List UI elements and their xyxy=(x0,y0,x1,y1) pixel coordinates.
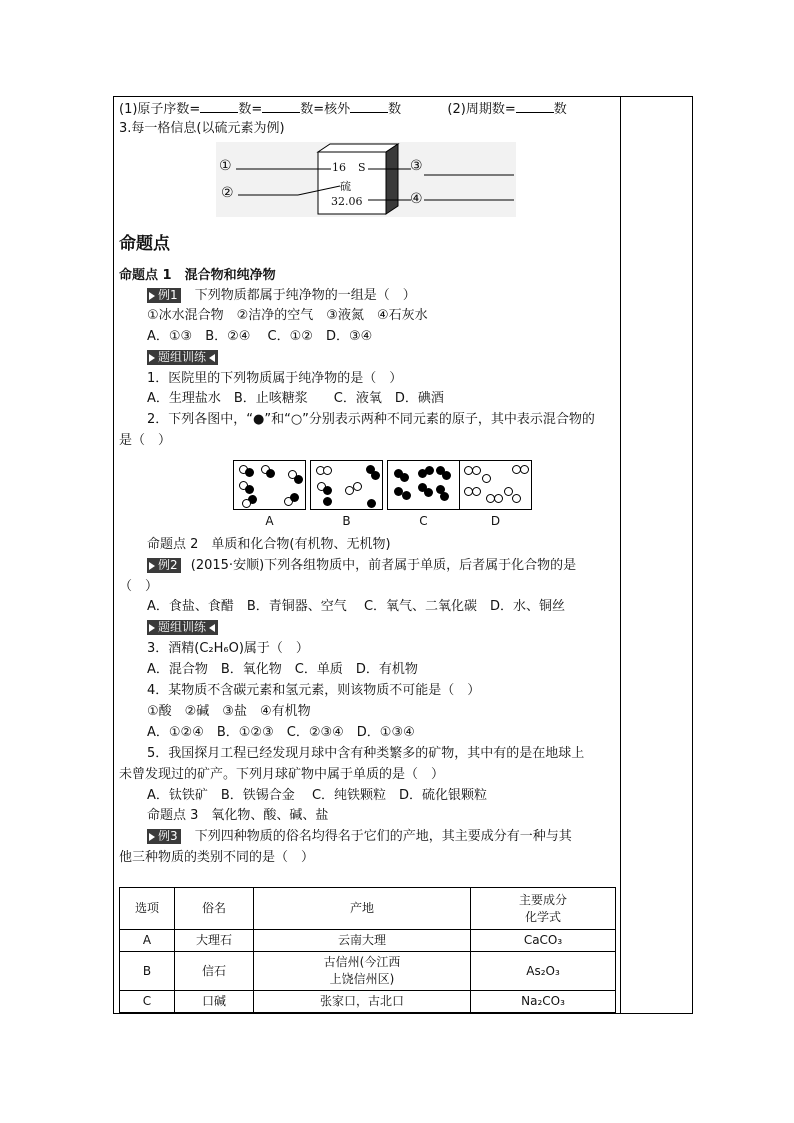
badge-label: 例2 xyxy=(158,558,178,572)
example1-text: 下列物质都属于纯净物的一组是（ ） xyxy=(194,288,416,303)
marker-2: ② xyxy=(221,185,234,201)
training2-line xyxy=(147,619,218,637)
text-period-number: (2)周期数= xyxy=(447,102,516,117)
header-formula: 主要成分 化学式 xyxy=(471,888,616,930)
example2-options: A．食盐、食醋 B．青铜器、空气 C．氧气、二氧化碳 D．水、铜丝 xyxy=(147,599,566,614)
cell-option: C xyxy=(120,991,175,1013)
question-4: 4．某物质不含碳元素和氢元素，则该物质不可能是（ ） xyxy=(147,683,481,698)
page-frame xyxy=(113,96,693,1014)
text-atomic-number: (1)原子序数= xyxy=(119,102,201,117)
badge-label: 例1 xyxy=(158,288,178,302)
fill-blank[interactable] xyxy=(200,100,238,113)
question-1: 1．医院里的下列物质属于纯净物的是（ ） xyxy=(147,371,403,386)
question-3: 3．酒精(C₂H₆O)属于（ ） xyxy=(147,641,309,656)
element-number: 16 xyxy=(332,161,346,174)
question-2-line1: 2．下列各图中，“●”和“○”分别表示两种不同元素的原子，其中表示混合物的 xyxy=(147,412,595,427)
triangle-icon xyxy=(149,354,155,362)
example3-line xyxy=(147,828,572,846)
box-label-b: B xyxy=(342,514,351,528)
cell-name: 信石 xyxy=(175,952,254,991)
product-origin-table xyxy=(119,887,616,1013)
example2-line2: （ ） xyxy=(119,579,159,594)
cell-origin: 云南大理 xyxy=(254,930,471,952)
triangle-left-icon xyxy=(209,624,215,632)
example2-badge xyxy=(147,558,181,573)
molecule-box-c xyxy=(387,460,460,510)
element-card-diagram xyxy=(216,142,516,217)
fill-blank[interactable] xyxy=(350,100,388,113)
text: 数 xyxy=(388,102,402,117)
example3-text: 下列四种物质的俗名均得名于它们的产地，其主要成分有一种与其 xyxy=(194,829,572,844)
cell-origin: 古信州(今江西 上饶信州区) xyxy=(254,952,471,991)
marker-4: ④ xyxy=(410,191,423,207)
point3-title: 命题点 3 氧化物、酸、碱、盐 xyxy=(147,808,329,823)
badge-label: 题组训练 xyxy=(158,350,207,364)
badge-label: 题组训练 xyxy=(158,620,207,634)
element-mass: 32.06 xyxy=(331,195,363,208)
training1-line xyxy=(147,349,218,367)
point2-title: 命题点 2 单质和化合物(有机物、无机物) xyxy=(147,537,391,552)
point1-title: 命题点 1 混合物和纯净物 xyxy=(119,268,276,283)
marker-1: ① xyxy=(219,158,232,174)
element-symbol: S xyxy=(358,161,366,174)
table-header-row xyxy=(120,888,616,930)
text: 数= xyxy=(238,102,263,117)
cell-option: A xyxy=(120,930,175,952)
example1-line xyxy=(147,287,416,305)
question-5-options: A．钛铁矿 B．铁锡合金 C．纯铁颗粒 D．硫化银颗粒 xyxy=(147,788,488,803)
question-2-line2: 是（ ） xyxy=(119,433,172,448)
question-5-line1: 5．我国探月工程已经发现月球中含有种类繁多的矿物，其中有的是在地球上 xyxy=(147,746,585,761)
training-badge xyxy=(147,620,218,635)
badge-label: 例3 xyxy=(158,829,178,843)
cell-formula: CaCO₃ xyxy=(471,930,616,952)
example1-items: ①冰水混合物 ②洁净的空气 ③液氮 ④石灰水 xyxy=(147,308,428,323)
triangle-icon xyxy=(149,833,155,841)
section-title: 命题点 xyxy=(119,234,170,254)
question-3-options: A．混合物 B．氧化物 C．单质 D．有机物 xyxy=(147,662,418,677)
header-common-name: 俗名 xyxy=(175,888,254,930)
triangle-icon xyxy=(149,562,155,570)
training-badge xyxy=(147,350,218,365)
cell-formula: As₂O₃ xyxy=(471,952,616,991)
column-divider xyxy=(620,97,621,1013)
question-5-line2: 未曾发现过的矿产。下列月球矿物中属于单质的是（ ） xyxy=(119,767,445,782)
box-label-c: C xyxy=(419,514,428,528)
element-info-caption: 3.每一格信息(以硫元素为例) xyxy=(119,121,285,136)
triangle-icon xyxy=(149,292,155,300)
table-row xyxy=(120,930,616,952)
example2-text: (2015·安顺)下列各组物质中，前者属于单质，后者属于化合物的是 xyxy=(190,558,577,573)
header-origin: 产地 xyxy=(254,888,471,930)
example3-badge xyxy=(147,829,181,844)
table-row xyxy=(120,952,616,991)
box-label-d: D xyxy=(490,514,501,528)
marker-3: ③ xyxy=(410,158,423,174)
molecule-box-b xyxy=(310,460,383,510)
cell-name: 口碱 xyxy=(175,991,254,1013)
header-option: 选项 xyxy=(120,888,175,930)
example1-options: A．①③ B．②④ C．①② D．③④ xyxy=(147,329,373,344)
example2-line xyxy=(147,557,576,575)
triangle-left-icon xyxy=(209,354,215,362)
cell-name: 大理石 xyxy=(175,930,254,952)
cell-option: B xyxy=(120,952,175,991)
box-label-a: A xyxy=(265,514,274,528)
example3-line2: 他三种物质的类别不同的是（ ） xyxy=(119,850,315,865)
fill-blank[interactable] xyxy=(262,100,300,113)
table-row xyxy=(120,991,616,1013)
molecule-box-a xyxy=(233,460,306,510)
cell-formula: Na₂CO₃ xyxy=(471,991,616,1013)
element-name: 硫 xyxy=(340,180,351,193)
question-1-options: A．生理盐水 B．止咳糖浆 C．液氧 D．碘酒 xyxy=(147,391,444,406)
fill-blank[interactable] xyxy=(516,100,554,113)
text: 数=核外 xyxy=(300,102,351,117)
molecule-box-d xyxy=(459,460,532,510)
example1-badge xyxy=(147,288,181,303)
text: 数 xyxy=(553,102,567,117)
question-4-options: A．①②④ B．①②③ C．②③④ D．①③④ xyxy=(147,725,415,740)
question-4-items: ①酸 ②碱 ③盐 ④有机物 xyxy=(147,704,311,719)
cell-origin: 张家口，古北口 xyxy=(254,991,471,1013)
element-card-svg xyxy=(216,142,516,217)
atomic-number-line xyxy=(119,100,567,119)
triangle-icon xyxy=(149,624,155,632)
